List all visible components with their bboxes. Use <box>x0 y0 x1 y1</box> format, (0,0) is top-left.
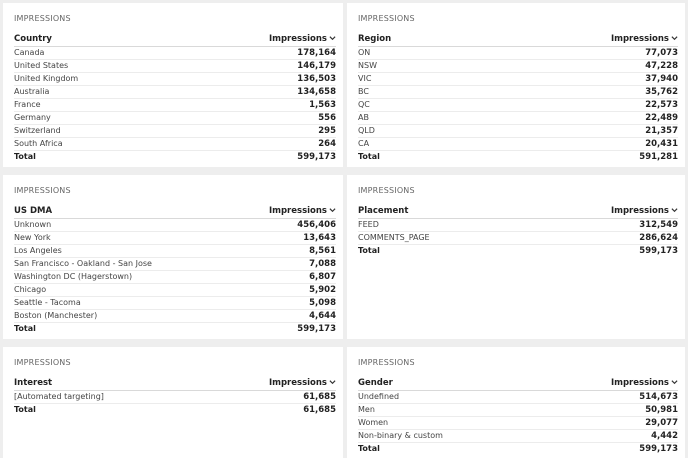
row-label: New York <box>14 232 231 245</box>
card-us-dma <box>3 175 343 339</box>
column-header-label: Impressions <box>268 378 327 388</box>
table-row <box>14 73 336 86</box>
row-value: 556 <box>172 112 336 125</box>
row-label: NSW <box>358 60 464 73</box>
row-label: Australia <box>14 86 172 99</box>
row-value: 178,164 <box>172 47 336 60</box>
row-value: 456,406 <box>231 219 336 232</box>
total-label: Total <box>358 443 537 456</box>
total-value: 599,173 <box>172 151 336 164</box>
row-value: 61,685 <box>198 391 336 404</box>
row-value: 312,549 <box>523 219 678 232</box>
country-table <box>14 32 336 163</box>
total-row <box>358 245 678 258</box>
row-label: France <box>14 99 172 112</box>
row-value: 8,561 <box>231 245 336 258</box>
row-label: QLD <box>358 125 464 138</box>
table-row <box>358 232 678 245</box>
table-row <box>14 232 336 245</box>
total-label: Total <box>358 151 464 164</box>
row-value: 146,179 <box>172 60 336 73</box>
total-label: Total <box>14 151 172 164</box>
table-row <box>14 258 336 271</box>
row-label: Unknown <box>14 219 231 232</box>
table-row <box>14 112 336 125</box>
table-row <box>14 138 336 151</box>
column-header-label: Impressions <box>610 206 669 216</box>
card-title: IMPRESSIONS <box>14 358 71 367</box>
table-row <box>14 391 336 404</box>
row-label: BC <box>358 86 464 99</box>
card-title: IMPRESSIONS <box>14 14 71 23</box>
region-table <box>358 32 678 163</box>
row-label: Boston (Manchester) <box>14 310 231 323</box>
row-value: 47,228 <box>464 60 678 73</box>
total-row <box>14 404 336 417</box>
table-row <box>358 112 678 125</box>
placement-table <box>358 204 678 257</box>
row-label: San Francisco - Oakland - San Jose <box>14 258 231 271</box>
row-value: 4,442 <box>537 430 678 443</box>
card-title: IMPRESSIONS <box>14 186 71 195</box>
card-region <box>347 3 685 167</box>
column-header-label: Impressions <box>268 34 327 44</box>
row-value: 7,088 <box>231 258 336 271</box>
column-header-label: Impressions <box>268 206 327 216</box>
row-label: CA <box>358 138 464 151</box>
row-value: 21,357 <box>464 125 678 138</box>
column-header-impressions[interactable] <box>523 204 678 219</box>
column-header-gender[interactable]: Gender <box>358 376 537 391</box>
gender-table <box>358 376 678 455</box>
row-label: Seattle - Tacoma <box>14 297 231 310</box>
chevron-down-icon[interactable] <box>329 35 336 41</box>
table-row <box>358 391 678 404</box>
card-gender <box>347 347 685 458</box>
row-label: [Automated targeting] <box>14 391 198 404</box>
column-header-impressions[interactable] <box>537 376 678 391</box>
table-row <box>358 219 678 232</box>
row-label: Non-binary & custom <box>358 430 537 443</box>
table-row <box>14 47 336 60</box>
card-title: IMPRESSIONS <box>358 186 415 195</box>
card-placement <box>347 175 685 339</box>
total-value: 591,281 <box>464 151 678 164</box>
row-value: 29,077 <box>537 417 678 430</box>
row-label: Switzerland <box>14 125 172 138</box>
total-row <box>14 323 336 336</box>
column-header-impressions[interactable] <box>172 32 336 47</box>
row-value: 1,563 <box>172 99 336 112</box>
table-row <box>358 404 678 417</box>
total-row <box>358 443 678 456</box>
table-row <box>14 125 336 138</box>
row-label: South Africa <box>14 138 172 151</box>
table-row <box>14 86 336 99</box>
total-row <box>14 151 336 164</box>
table-row <box>14 271 336 284</box>
row-value: 6,807 <box>231 271 336 284</box>
row-value: 4,644 <box>231 310 336 323</box>
column-header-label: Impressions <box>610 34 669 44</box>
table-row <box>358 138 678 151</box>
row-label: United States <box>14 60 172 73</box>
table-row <box>14 284 336 297</box>
chevron-down-icon[interactable] <box>671 35 678 41</box>
card-title: IMPRESSIONS <box>358 358 415 367</box>
row-value: 134,658 <box>172 86 336 99</box>
table-row <box>358 60 678 73</box>
table-row <box>358 430 678 443</box>
column-header-interest[interactable]: Interest <box>14 376 198 391</box>
column-header-country[interactable]: Country <box>14 32 172 47</box>
table-row <box>358 125 678 138</box>
total-value: 599,173 <box>231 323 336 336</box>
total-label: Total <box>14 323 231 336</box>
card-interest <box>3 347 343 458</box>
table-row <box>358 417 678 430</box>
row-value: 35,762 <box>464 86 678 99</box>
us-dma-table <box>14 204 336 335</box>
interest-table <box>14 376 336 416</box>
row-label: AB <box>358 112 464 125</box>
total-row <box>358 151 678 164</box>
card-title: IMPRESSIONS <box>358 14 415 23</box>
column-header-us-dma[interactable]: US DMA <box>14 204 231 219</box>
column-header-impressions[interactable] <box>198 376 336 391</box>
row-value: 77,073 <box>464 47 678 60</box>
row-label: Men <box>358 404 537 417</box>
table-row <box>358 99 678 112</box>
column-header-impressions[interactable] <box>231 204 336 219</box>
total-value: 61,685 <box>198 404 336 417</box>
row-value: 264 <box>172 138 336 151</box>
row-value: 13,643 <box>231 232 336 245</box>
table-row <box>14 219 336 232</box>
row-label: FEED <box>358 219 523 232</box>
row-value: 50,981 <box>537 404 678 417</box>
row-label: ON <box>358 47 464 60</box>
total-value: 599,173 <box>537 443 678 456</box>
card-country <box>3 3 343 167</box>
chevron-down-icon[interactable] <box>671 207 678 213</box>
total-label: Total <box>358 245 523 258</box>
table-row <box>14 245 336 258</box>
column-header-placement[interactable]: Placement <box>358 204 523 219</box>
column-header-impressions[interactable] <box>464 32 678 47</box>
table-row <box>14 297 336 310</box>
row-label: Germany <box>14 112 172 125</box>
table-row <box>358 73 678 86</box>
table-row <box>14 60 336 73</box>
row-value: 136,503 <box>172 73 336 86</box>
row-label: Washington DC (Hagerstown) <box>14 271 231 284</box>
row-label: Los Angeles <box>14 245 231 258</box>
table-row <box>358 47 678 60</box>
row-value: 286,624 <box>523 232 678 245</box>
total-value: 599,173 <box>523 245 678 258</box>
row-value: 514,673 <box>537 391 678 404</box>
row-label: Canada <box>14 47 172 60</box>
row-label: Women <box>358 417 537 430</box>
column-header-region[interactable]: Region <box>358 32 464 47</box>
table-row <box>14 99 336 112</box>
row-label: VIC <box>358 73 464 86</box>
row-label: Undefined <box>358 391 537 404</box>
table-row <box>358 86 678 99</box>
row-value: 22,573 <box>464 99 678 112</box>
column-header-label: Impressions <box>610 378 669 388</box>
row-value: 295 <box>172 125 336 138</box>
chevron-down-icon[interactable] <box>329 379 336 385</box>
row-label: QC <box>358 99 464 112</box>
row-label: COMMENTS_PAGE <box>358 232 523 245</box>
row-label: Chicago <box>14 284 231 297</box>
row-value: 20,431 <box>464 138 678 151</box>
chevron-down-icon[interactable] <box>329 207 336 213</box>
total-label: Total <box>14 404 198 417</box>
chevron-down-icon[interactable] <box>671 379 678 385</box>
row-label: United Kingdom <box>14 73 172 86</box>
row-value: 22,489 <box>464 112 678 125</box>
table-row <box>14 310 336 323</box>
row-value: 5,098 <box>231 297 336 310</box>
row-value: 37,940 <box>464 73 678 86</box>
row-value: 5,902 <box>231 284 336 297</box>
